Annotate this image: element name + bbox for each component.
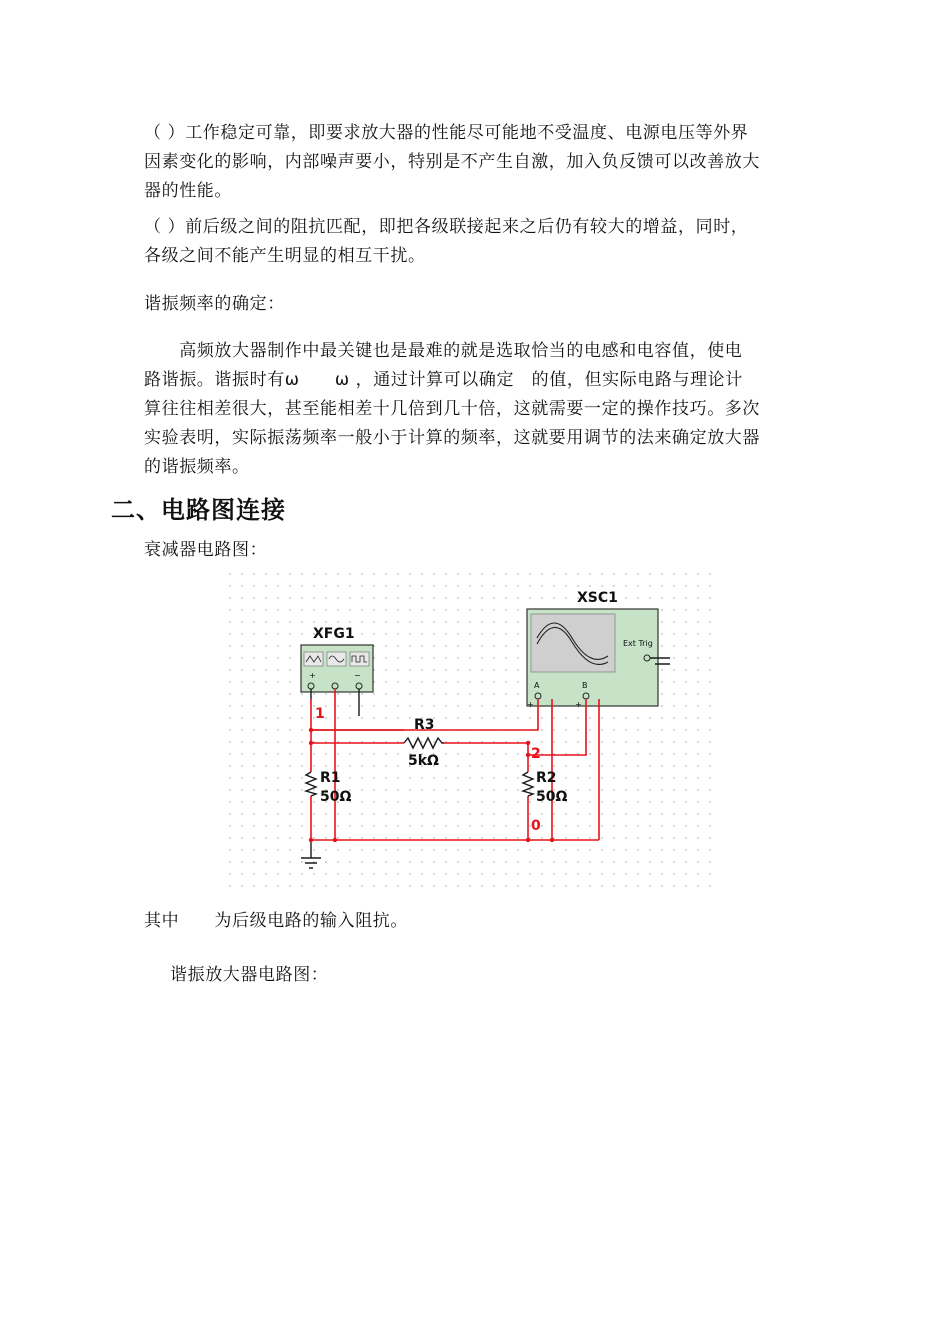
attenuator-circuit-diagram bbox=[224, 568, 714, 890]
r3-value: 5kΩ bbox=[408, 753, 439, 769]
svg-text:+: + bbox=[575, 700, 582, 709]
paragraph-resonance: 高频放大器制作中最关键也是最难的就是选取恰当的电感和电容值，使电 路谐振。谐振时有ω ω ，通过计算可以确定 的值，但实际电路与理论计 算往往相差很大，甚至能相差十几倍到几十倍，这就需要一定的操作技巧。多次 实验表明，实际振荡频率一般小于计算的频率，这就要用调节的法来确定放大器 的谐振频率。 bbox=[144, 341, 760, 477]
svg-text:B: B bbox=[582, 681, 588, 690]
note-input-impedance: 其中 为后级电路的输入阻抗。 bbox=[144, 911, 408, 931]
section-heading: 二、电路图连接 bbox=[111, 496, 286, 524]
function-generator-label: XFG1 bbox=[313, 626, 355, 642]
ground-icon bbox=[301, 858, 321, 868]
r1-value: 50Ω bbox=[320, 789, 352, 805]
svg-text:+: + bbox=[527, 700, 534, 709]
resistor-r1[interactable] bbox=[306, 770, 351, 805]
triangle-wave-icon bbox=[304, 652, 323, 666]
function-generator bbox=[301, 626, 373, 692]
svg-text:A: A bbox=[534, 681, 540, 690]
r2-name: R2 bbox=[536, 770, 557, 786]
ext-trig-label: Ext Trig bbox=[623, 639, 653, 648]
resistor-r3[interactable] bbox=[311, 717, 444, 769]
oscilloscope bbox=[527, 590, 670, 709]
r1-name: R1 bbox=[320, 770, 341, 786]
svg-text:−: − bbox=[354, 671, 361, 680]
resonance-subheading: 谐振频率的确定： bbox=[144, 294, 285, 314]
square-wave-icon bbox=[350, 652, 369, 666]
resistor-r2[interactable] bbox=[523, 770, 567, 805]
oscilloscope-label: XSC1 bbox=[577, 590, 618, 606]
node-1-label: 1 bbox=[315, 706, 325, 722]
paragraph-impedance-matching: （ ）前后级之间的阻抗匹配，即把各级联接起来之后仍有较大的增益，同时， 各级之间不能产生明显的相互干扰。 bbox=[144, 217, 749, 266]
attenuator-caption: 衰减器电路图： bbox=[144, 540, 268, 560]
r3-name: R3 bbox=[414, 717, 435, 733]
svg-text:+: + bbox=[309, 671, 316, 680]
sine-wave-icon bbox=[327, 652, 346, 666]
r2-value: 50Ω bbox=[536, 789, 568, 805]
paragraph-stability: （ ）工作稳定可靠，即要求放大器的性能尽可能地不受温度、电源电压等外界 因素变化的影响，内部噪声要小，特别是不产生自激，加入负反馈可以改善放大 器的性能。 bbox=[144, 123, 760, 201]
node-0-label: 0 bbox=[531, 818, 541, 834]
resonant-amplifier-caption: 谐振放大器电路图： bbox=[170, 965, 329, 985]
node-2-label: 2 bbox=[531, 746, 541, 762]
